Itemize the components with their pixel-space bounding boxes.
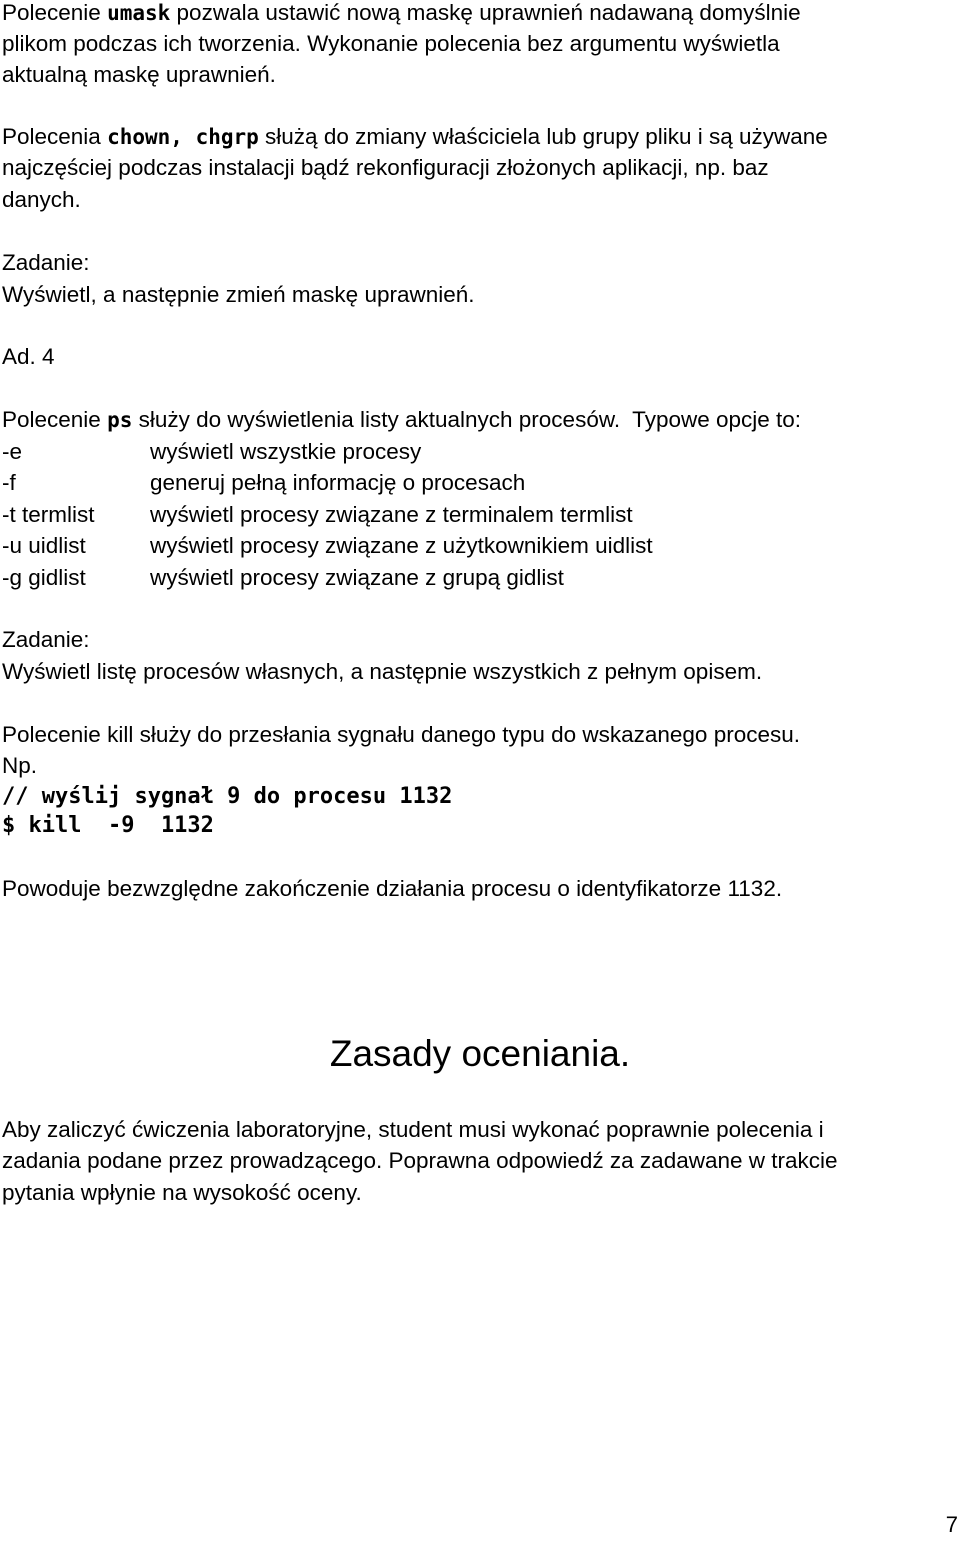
code-comment: // wyślij sygnał 9 do procesu 1132 [2,784,453,809]
chown-line-3: danych. [2,187,81,212]
rules-line-3: pytania wpłynie na wysokość oceny. [2,1180,362,1205]
option-flag: -g gidlist [2,565,86,590]
section-ad4: Ad. 4 [2,344,55,369]
chown-line-2: najczęściej podczas instalacji bądź rekonfiguracji złożonych aplikacji, np. baz [2,155,769,180]
text-segment: pozwala ustawić nową maskę uprawnień nadawaną domyślnie [170,0,801,25]
rules-line-1: Aby zaliczyć ćwiczenia laboratoryjne, student musi wykonać poprawnie polecenia i [2,1117,824,1142]
task-text: Wyświetl, a następnie zmień maskę uprawnień. [2,282,475,307]
option-flag: -e [2,439,23,464]
command-chown-chgrp: chown, chgrp [107,125,259,149]
example-label: Np. [2,753,38,778]
option-desc: wyświetl wszystkie procesy [150,439,422,464]
umask-line-3: aktualną maskę uprawnień. [2,62,276,87]
rules-line-2: zadania podane przez prowadzącego. Poprawna odpowiedź za zadawane w trakcie [2,1148,838,1173]
text-segment: służą do zmiany właściciela lub grupy pliku i są używane [258,124,828,149]
command-umask: umask [107,1,171,25]
command-ps: ps [107,408,133,432]
text-segment: Polecenie [2,0,108,25]
option-desc: generuj pełną informację o procesach [150,470,526,495]
option-flag: -u uidlist [2,533,86,558]
ps-line [2,404,801,437]
code-command: $ kill -9 1132 [2,813,214,838]
text-segment: służy do wyświetlenia listy aktualnych procesów. Typowe opcje to: [132,407,802,432]
page-number: 7 [945,1512,958,1537]
text-segment: Polecenia [2,124,108,149]
result-line: Powoduje bezwzględne zakończenie działania procesu o identyfikatorze 1132. [2,876,783,901]
option-desc: wyświetl procesy związane z grupą gidlist [150,565,564,590]
section-heading: Zasady oceniania. [329,1033,631,1074]
option-desc: wyświetl procesy związane z terminalem termlist [150,502,633,527]
task-label: Zadanie: [2,627,90,652]
option-flag: -f [2,470,16,495]
task-text: Wyświetl listę procesów własnych, a następnie wszystkich z pełnym opisem. [2,659,763,684]
chown-line-1 [2,121,828,154]
umask-line-1 [2,0,801,30]
kill-line: Polecenie kill służy do przesłania sygnału danego typu do wskazanego procesu. [2,722,800,747]
task-label: Zadanie: [2,250,90,275]
text-segment: Polecenie [2,407,108,432]
option-flag: -t termlist [2,502,95,527]
option-desc: wyświetl procesy związane z użytkownikiem uidlist [150,533,653,558]
umask-line-2: plikom podczas ich tworzenia. Wykonanie polecenia bez argumentu wyświetla [2,31,780,56]
